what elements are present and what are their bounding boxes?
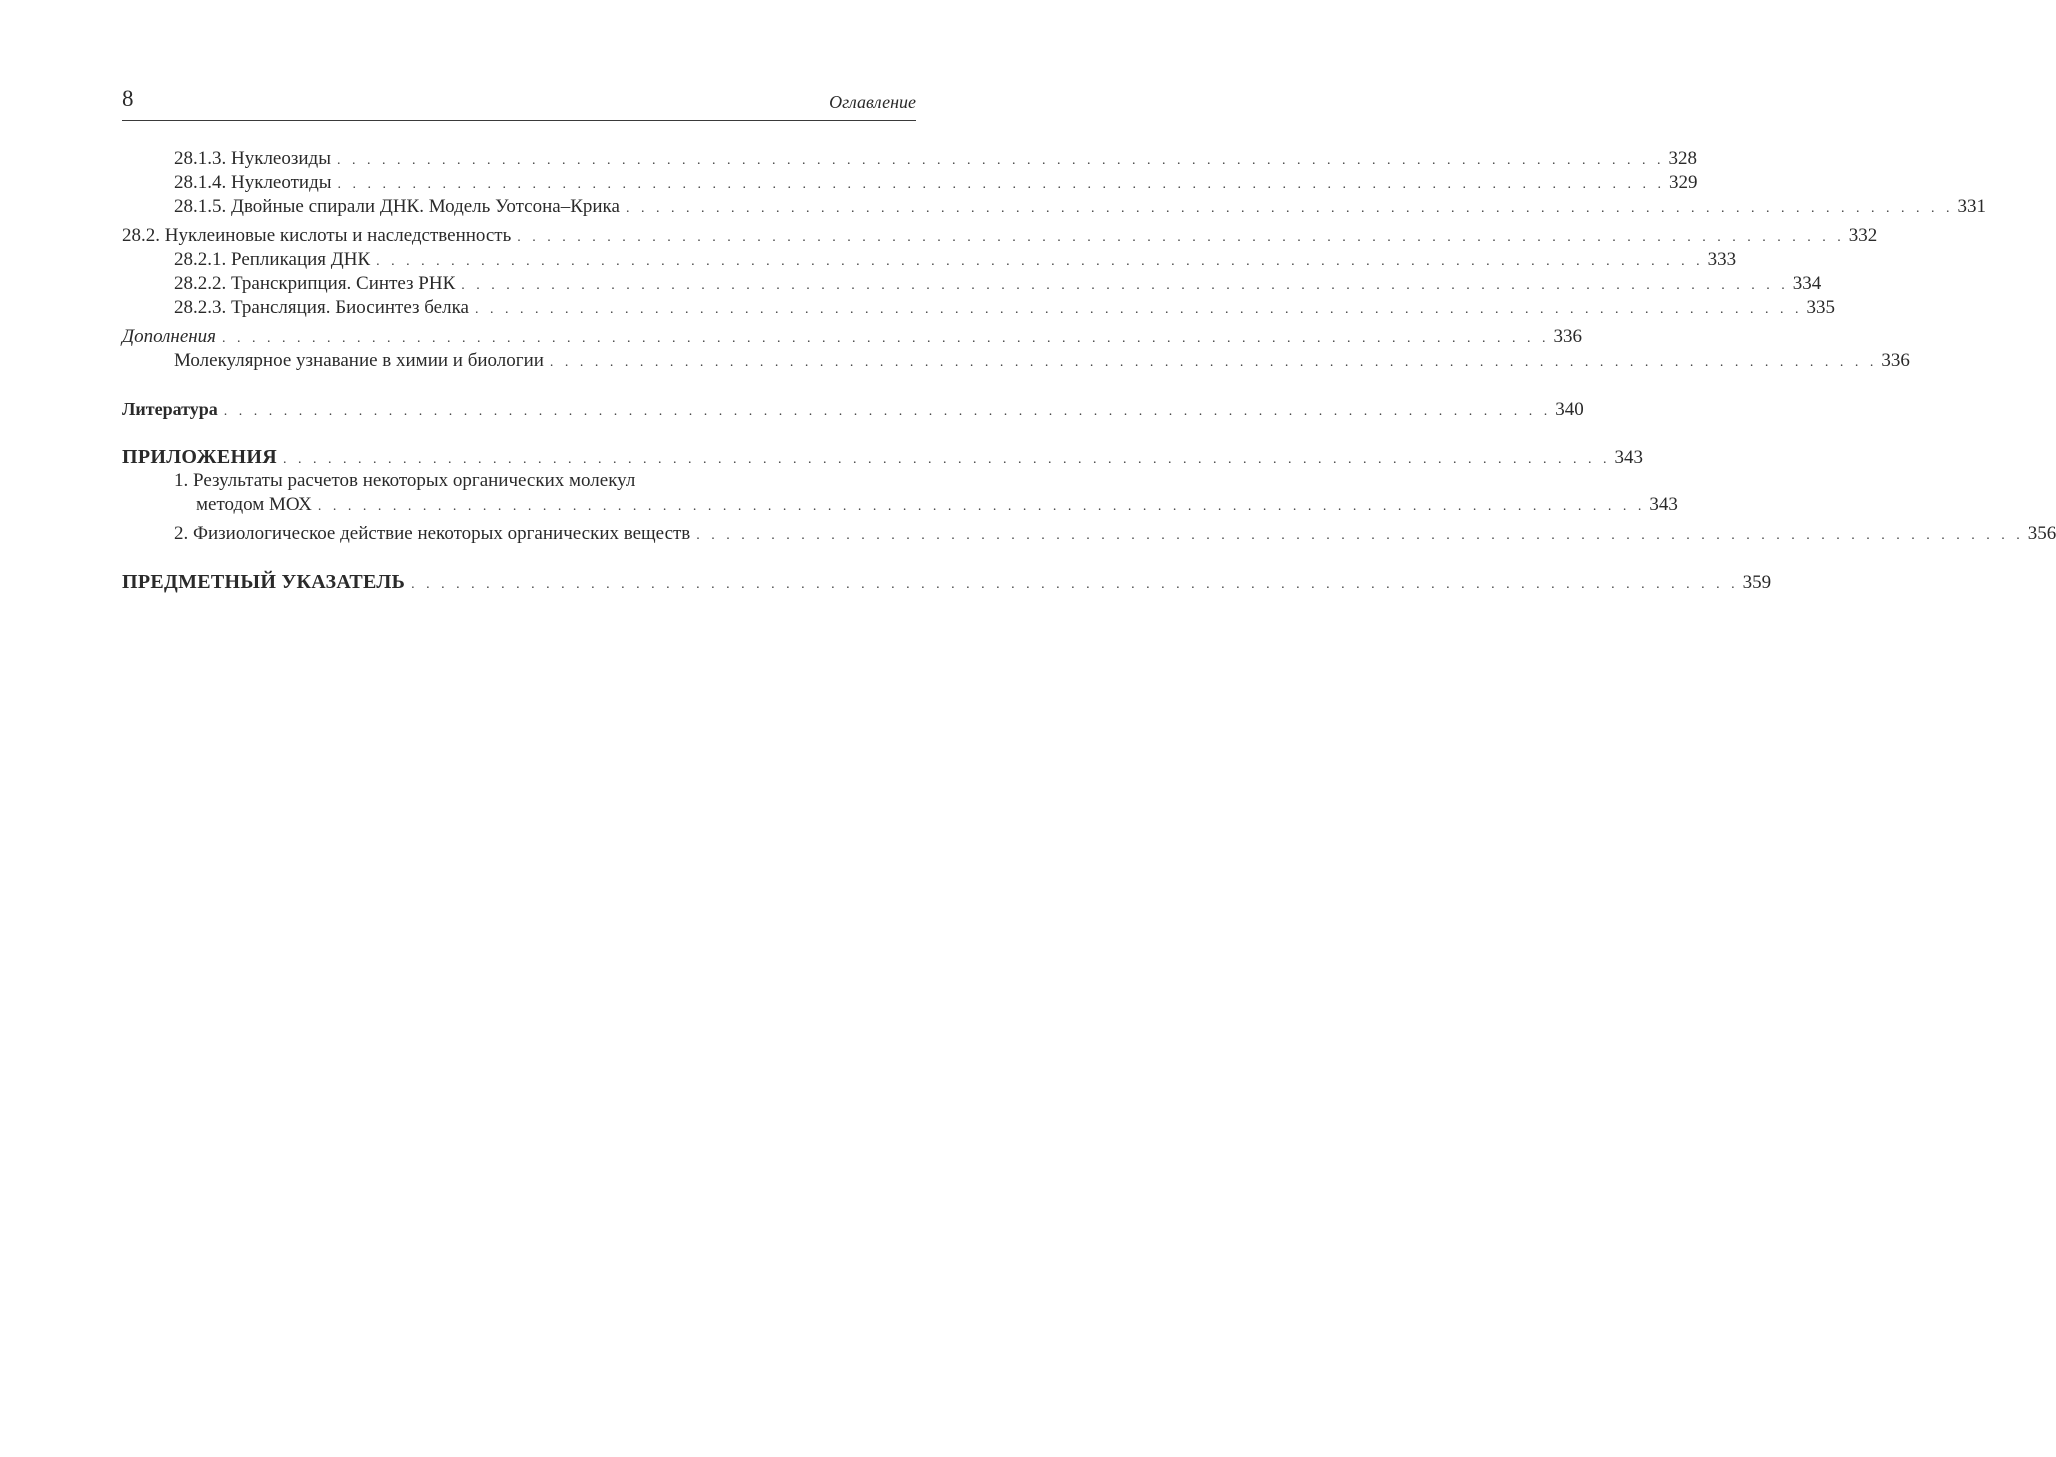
leader-dots: . . . . . . . . . . . . . . . . . . . . . . . . . . . . . . . . . . . . . . . . . . . . . . . . . . . . . . . . . . . . . . . . . . . . . . . . . . . . . . . . . . . . . . . . . — [461, 278, 1789, 293]
toc-entry-page: 356 — [2024, 522, 2056, 546]
toc-entry-page: 332 — [1845, 224, 1878, 248]
toc-entry-28-2-3[interactable] — [122, 296, 1835, 320]
running-head: Оглавление — [829, 92, 916, 112]
toc-entry-page: 333 — [1704, 248, 1737, 272]
toc-entry-appendix-1-line1[interactable]: 1. Результаты расчетов некоторых органических молекул — [174, 470, 636, 491]
toc-entry-page: 359 — [1739, 571, 1772, 595]
toc-entry-page: 336 — [1550, 325, 1583, 349]
toc-entry-28-1-3[interactable] — [122, 147, 1697, 171]
toc-entry-28-2-2[interactable] — [122, 272, 1822, 296]
page-number: 8 — [122, 86, 134, 111]
toc-entry-appendices[interactable] — [122, 445, 1643, 469]
leader-dots: . . . . . . . . . . . . . . . . . . . . . . . . . . . . . . . . . . . . . . . . . . . . . . . . . . . . . . . . . . . . . . . . . . . . . . . . . . . . . . . . . . . . . . . . . — [411, 577, 1739, 592]
leader-dots: . . . . . . . . . . . . . . . . . . . . . . . . . . . . . . . . . . . . . . . . . . . . . . . . . . . . . . . . . . . . . . . . . . . . . . . . . . . . . . . . . . . . . . . . . — [223, 404, 1552, 419]
toc-entry-title: 28.1.3. Нуклеозиды — [174, 147, 337, 171]
toc-entry-28-2[interactable] — [122, 224, 1878, 248]
leader-dots: . . . . . . . . . . . . . . . . . . . . . . . . . . . . . . . . . . . . . . . . . . . . . . . . . . . . . . . . . . . . . . . . . . . . . . . . . . . . . . . . . . . . . . . . . — [696, 528, 2024, 543]
toc-entry-page: 343 — [1610, 446, 1643, 470]
toc-entry-title: 28.2.1. Репликация ДНК — [174, 248, 376, 272]
toc-entry-appendix-1[interactable] — [122, 493, 1678, 517]
toc-entry-title: Дополнения — [122, 325, 222, 349]
toc-entry-page: 328 — [1664, 147, 1697, 171]
leader-dots: . . . . . . . . . . . . . . . . . . . . . . . . . . . . . . . . . . . . . . . . . . . . . . . . . . . . . . . . . . . . . . . . . . . . . . . . . . . . . . . . . . . . . . . . . — [474, 302, 1803, 317]
toc-entry-subject-index[interactable] — [122, 570, 1772, 594]
toc-entry-title: 28.2. Нуклеиновые кислоты и наследственность — [122, 224, 517, 248]
toc-entry-title: 28.1.4. Нуклеотиды — [174, 171, 338, 195]
leader-dots: . . . . . . . . . . . . . . . . . . . . . . . . . . . . . . . . . . . . . . . . . . . . . . . . . . . . . . . . . . . . . . . . . . . . . . . . . . . . . . . . . . . . . . . . . — [282, 452, 1611, 467]
toc-entry-title: методом МОХ — [196, 493, 318, 517]
toc-entry-page: 331 — [1953, 195, 1986, 219]
toc-entry-title: Молекулярное узнавание в химии и биологии — [174, 349, 550, 373]
leader-dots: . . . . . . . . . . . . . . . . . . . . . . . . . . . . . . . . . . . . . . . . . . . . . . . . . . . . . . . . . . . . . . . . . . . . . . . . . . . . . . . . . . . . . . . . . — [517, 230, 1845, 245]
toc-entry-title: 28.1.5. Двойные спирали ДНК. Модель Уотсона–Крика — [174, 195, 626, 219]
toc-entry-page: 343 — [1645, 493, 1678, 517]
toc-entry-molecular-recognition[interactable] — [122, 349, 1910, 373]
toc-entry-appendix-2[interactable] — [122, 522, 2056, 546]
table-of-contents — [122, 147, 2056, 594]
toc-entry-title: ПРЕДМЕТНЫЙ УКАЗАТЕЛЬ — [122, 570, 411, 594]
toc-entry-28-1-4[interactable] — [122, 171, 1698, 195]
toc-entry-title: 28.2.3. Трансляция. Биосинтез белка — [174, 296, 475, 320]
toc-entry-page: 329 — [1665, 171, 1698, 195]
toc-entry-title: ПРИЛОЖЕНИЯ — [122, 445, 283, 469]
page-header — [122, 84, 916, 121]
toc-entry-literature[interactable] — [122, 397, 1584, 421]
leader-dots: . . . . . . . . . . . . . . . . . . . . . . . . . . . . . . . . . . . . . . . . . . . . . . . . . . . . . . . . . . . . . . . . . . . . . . . . . . . . . . . . . . . . . . . . . — [336, 153, 1665, 168]
toc-entry-page: 334 — [1789, 272, 1822, 296]
leader-dots: . . . . . . . . . . . . . . . . . . . . . . . . . . . . . . . . . . . . . . . . . . . . . . . . . . . . . . . . . . . . . . . . . . . . . . . . . . . . . . . . . . . . . . . . . — [317, 499, 1646, 514]
toc-entry-page: 335 — [1802, 296, 1835, 320]
toc-entry-supplements[interactable] — [122, 325, 1583, 349]
toc-entry-28-1-5[interactable] — [122, 195, 1986, 219]
leader-dots: . . . . . . . . . . . . . . . . . . . . . . . . . . . . . . . . . . . . . . . . . . . . . . . . . . . . . . . . . . . . . . . . . . . . . . . . . . . . . . . . . . . . . . . . . — [337, 177, 1666, 192]
leader-dots: . . . . . . . . . . . . . . . . . . . . . . . . . . . . . . . . . . . . . . . . . . . . . . . . . . . . . . . . . . . . . . . . . . . . . . . . . . . . . . . . . . . . . . . . . — [222, 331, 1550, 346]
toc-entry-title: 2. Физиологическое действие некоторых органических веществ — [174, 522, 696, 546]
toc-entry-page: 340 — [1551, 398, 1584, 422]
leader-dots: . . . . . . . . . . . . . . . . . . . . . . . . . . . . . . . . . . . . . . . . . . . . . . . . . . . . . . . . . . . . . . . . . . . . . . . . . . . . . . . . . . . . . . . . . — [376, 254, 1704, 269]
toc-entry-28-2-1[interactable] — [122, 248, 1737, 272]
toc-entry-page: 336 — [1877, 349, 1910, 373]
toc-entry-title: 28.2.2. Транскрипция. Синтез РНК — [174, 272, 461, 296]
toc-entry-title: Литература — [122, 397, 224, 421]
leader-dots: . . . . . . . . . . . . . . . . . . . . . . . . . . . . . . . . . . . . . . . . . . . . . . . . . . . . . . . . . . . . . . . . . . . . . . . . . . . . . . . . . . . . . . . . . — [625, 201, 1954, 216]
leader-dots: . . . . . . . . . . . . . . . . . . . . . . . . . . . . . . . . . . . . . . . . . . . . . . . . . . . . . . . . . . . . . . . . . . . . . . . . . . . . . . . . . . . . . . . . . — [549, 355, 1878, 370]
